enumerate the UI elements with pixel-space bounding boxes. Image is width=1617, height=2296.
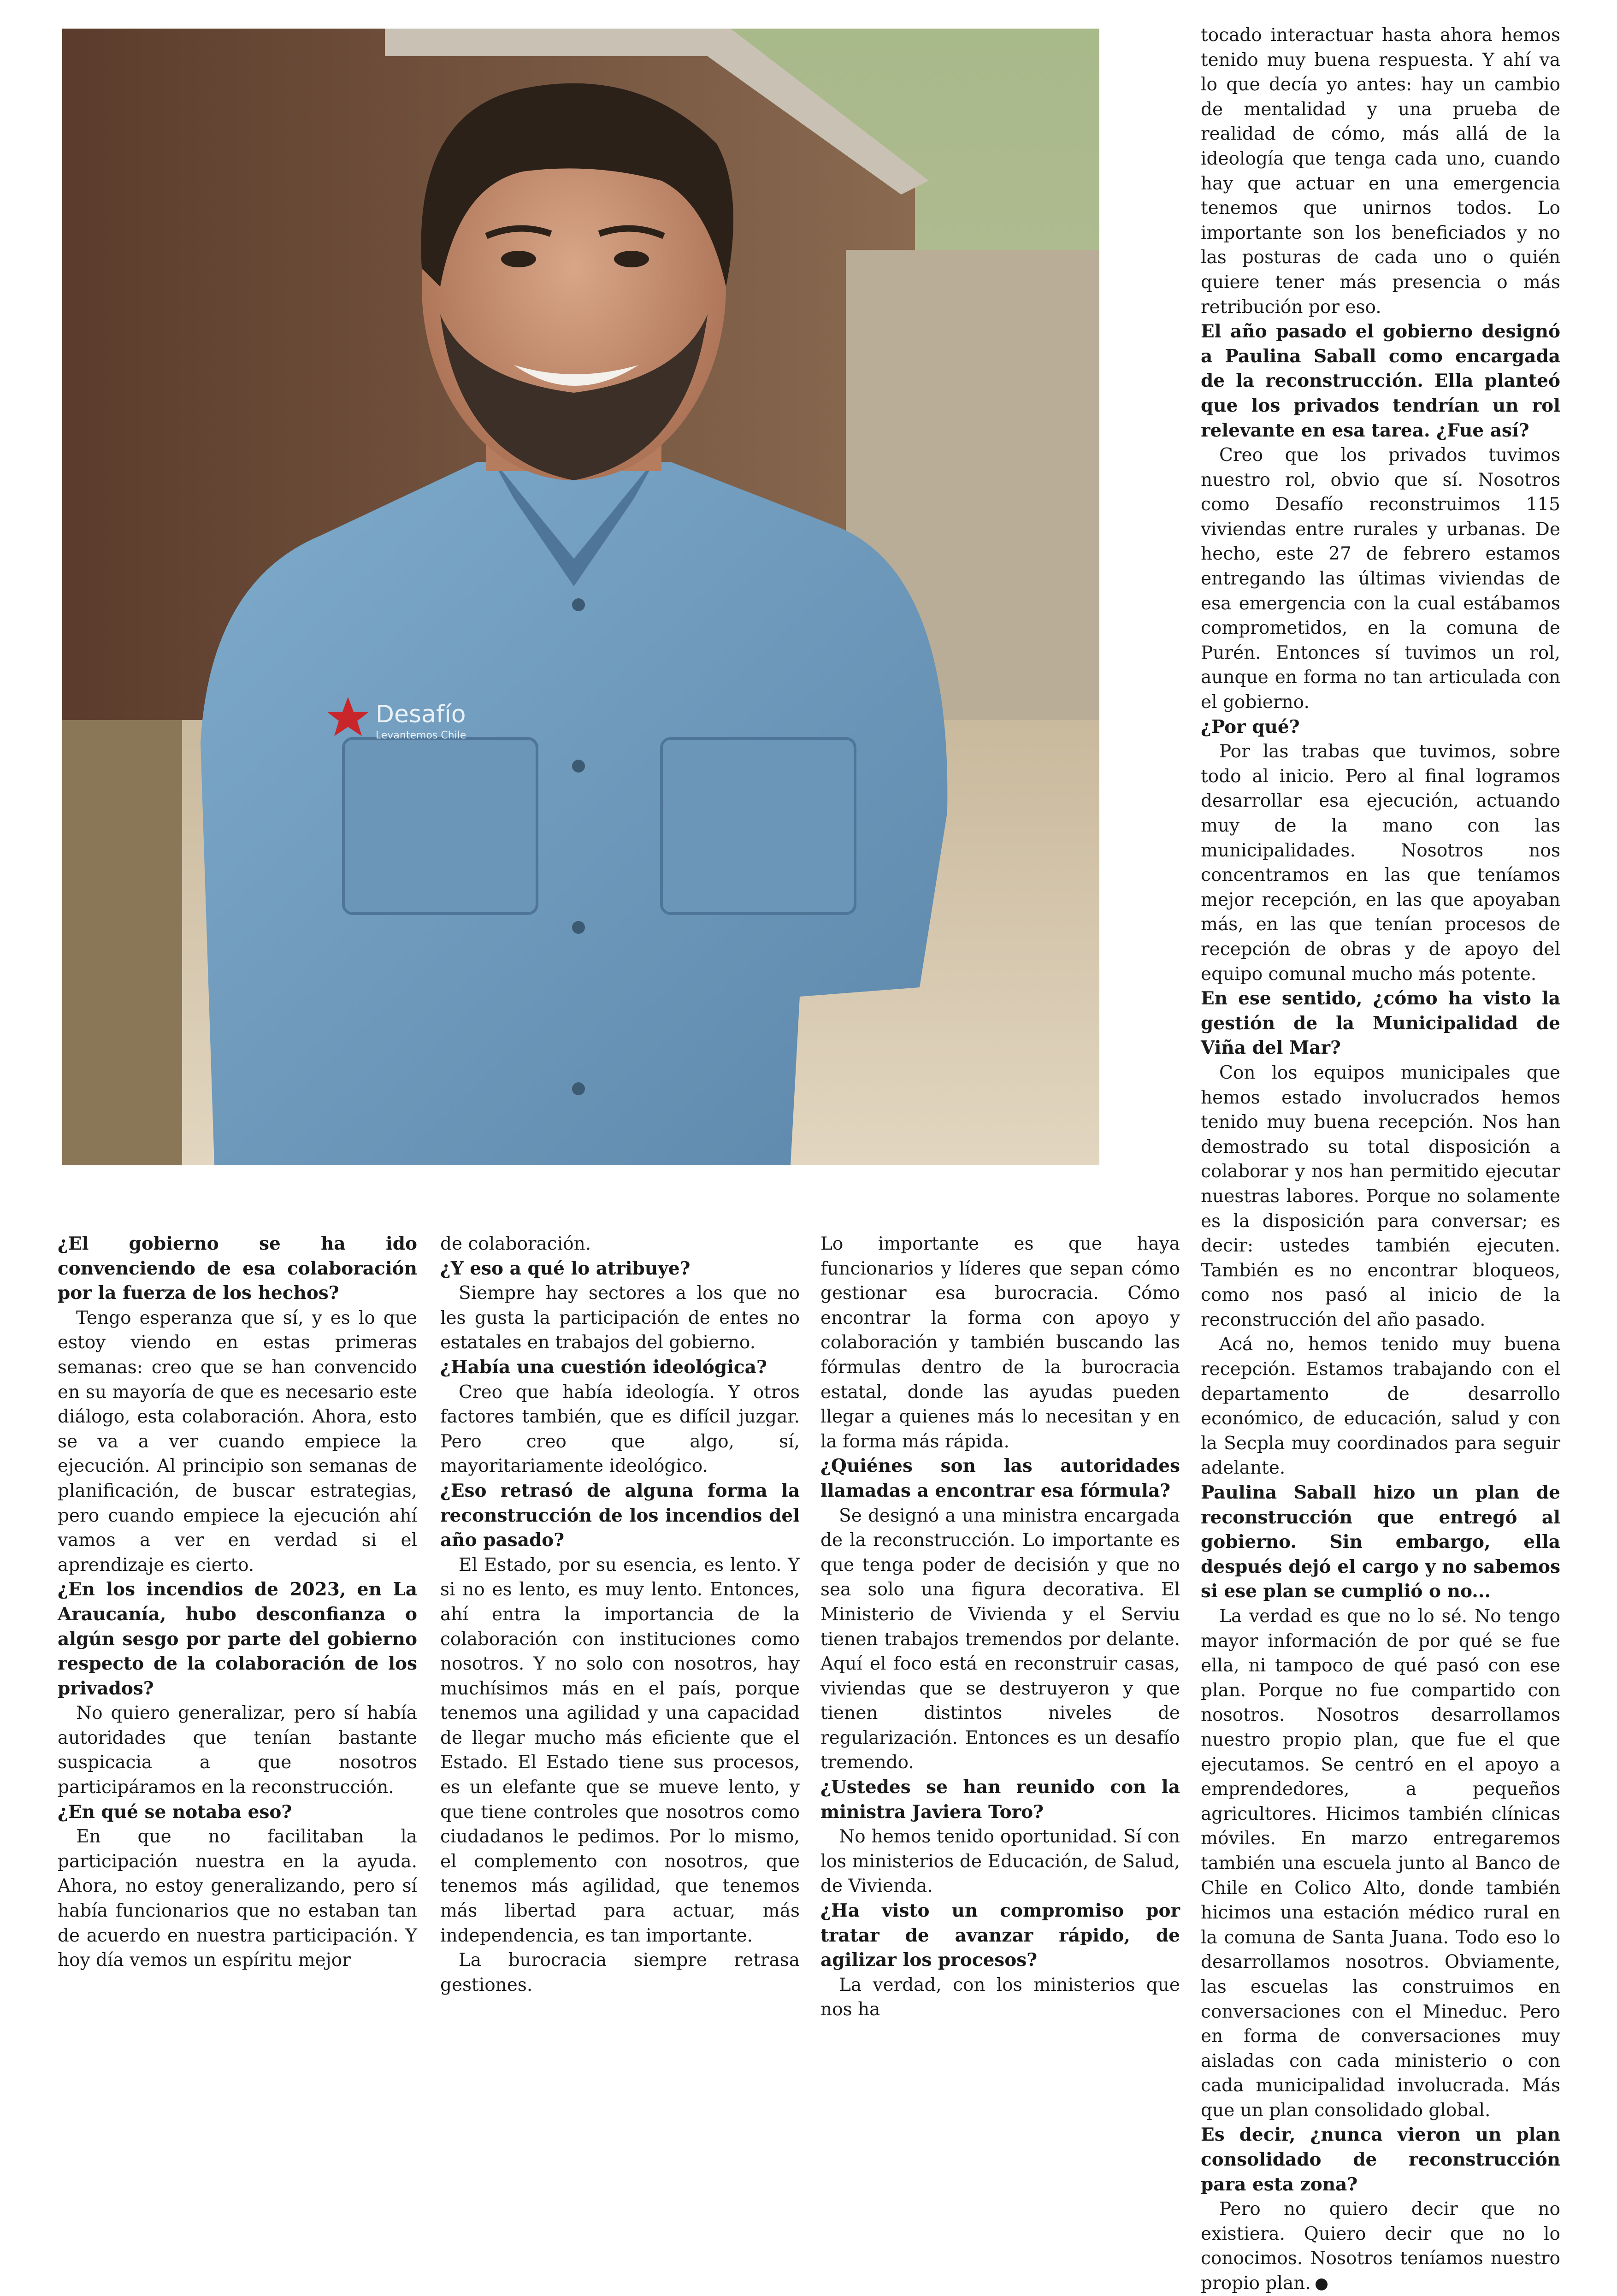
portrait-illustration <box>62 29 1099 1165</box>
interview-answer: Por las trabas que tuvimos, sobre todo al inicio. Pero al final logramos desarrollar esa ejecución, actuando muy de la mano con las municipalidades. Nosotros nos concentramos en las que teníamos mejor recepción, en las que apoyaban más, en las que tenían procesos de recepción de obras y de apoyo del equipo comunal mucho más potente. <box>1201 741 1560 985</box>
interview-question: ¿Ha visto un compromiso por tratar de avanzar rápido, de agilizar los procesos? <box>820 1900 1180 1971</box>
interview-question: ¿Eso retrasó de alguna forma la reconstrucción de los incendios del año pasado? <box>440 1480 800 1551</box>
interview-answer: Tengo esperanza que sí, y es lo que estoy viendo en estas primeras semanas: creo que se han convencido en su mayoría de que es necesario este diálogo, esta colaboración. Ahora, esto se va a ver cuando empiece la ejecución. Al principio son semanas de planificación, de buscar estrategias, pero cuando empiece la ejecución ahí vamos a ver en verdad si el aprendizaje es cierto. <box>58 1307 417 1576</box>
interview-answer: La burocracia siempre retrasa gestiones. <box>440 1950 800 1995</box>
interview-answer: No hemos tenido oportunidad. Sí con los ministerios de Educación, de Salud, de Vivienda. <box>820 1826 1180 1897</box>
article-column-1 <box>58 1232 417 1973</box>
interview-answer: Lo importante es que haya funcionarios y líderes que sepan cómo gestionar esa burocracia. Cómo encontrar la forma con apoyo y colaboración y también buscando las fórmulas dentro de la burocracia estatal, donde las ayudas pueden llegar a quienes más lo necesitan y en la forma más rápida. <box>820 1234 1180 1452</box>
interview-answer: En que no facilitaban la participación nuestra en la ayuda. Ahora, no estoy generalizando, pero sí había funcionarios que no estaban tan de acuerdo en nuestra participación. Y hoy día vemos un espíritu mejor <box>58 1826 417 1971</box>
interview-question: ¿El gobierno se ha ido convenciendo de esa colaboración por la fuerza de los hechos? <box>58 1233 417 1304</box>
interview-answer: La verdad es que no lo sé. No tengo mayor información de por qué se fue ella, ni tampoco de qué pasó con ese plan. Porque no fue compartido con nosotros. Nosotros desarrollamos nuestro propio plan, que fue el que ejecutamos. Se centró en el apoyo a emprendedores, a pequeños agricultores. Hicimos también clínicas móviles. En marzo entregaremos también una escuela junto al Banco de Chile en Colico Alto, donde también hicimos una estación médico rural en la comuna de Santa Juana. Todo eso lo desarrollamos nosotros. Obviamente, las escuelas las construimos en conversaciones con el Mineduc. Pero en forma de conversaciones muy aisladas con cada ministerio o con cada municipalidad involucrada. Más que un plan consolidado global. <box>1201 1606 1560 2121</box>
interview-answer: Creo que había ideología. Y otros factores también, que es difícil juzgar. Pero creo que algo, sí, mayoritariamente ideológico. <box>440 1381 800 1477</box>
interview-question: ¿En los incendios de 2023, en La Araucanía, hubo desconfianza o algún sesgo por parte del gobierno respecto de la colaboración de los privados? <box>58 1579 417 1699</box>
interview-question: ¿Ustedes se han reunido con la ministra Javiera Toro? <box>820 1777 1180 1823</box>
shirt-logo-subtext: Levantemos Chile <box>376 730 466 741</box>
interview-answer: Creo que los privados tuvimos nuestro rol, obvio que sí. Nosotros como Desafío reconstruimos 115 viviendas entre rurales y urbanas. De hecho, este 27 de febrero estamos entregando las últimas viviendas de esa emergencia con la cual estábamos comprometidos, en la comuna de Purén. Entonces sí tuvimos un rol, aunque en forma no tan articulada con el gobierno. <box>1201 445 1560 713</box>
interview-answer: Con los equipos municipales que hemos estado involucrados hemos tenido muy buena recepción. Nos han demostrado su total disposición a colaborar y nos han permitido ejecutar nuestras labores. Porque no solamente es la disposición para conversar; es decir: ustedes también ejecuten. También es no encontrar bloqueos, como nos pasó al inicio de la reconstrucción del año pasado. <box>1201 1062 1560 1330</box>
interview-question: ¿Por qué? <box>1201 716 1300 738</box>
shirt-logo-text: Desafío <box>376 701 466 728</box>
interview-answer: El Estado, por su esencia, es lento. Y si no es lento, es muy lento. Entonces, ahí entra la importancia de la colaboración con instituciones como nosotros. Y no solo con nosotros, hay muchísimos más en el país, porque tenemos una agilidad y una capacidad de llegar mucho más eficiente que el Estado. El Estado tiene sus procesos, es un elefante que se mueve lento, y que tiene controles que nosotros como ciudadanos le pedimos. Por lo mismo, el complemento con nosotros, que tenemos más agilidad, que tenemos más libertad para actuar, más independencia, es tan importante. <box>440 1554 800 1946</box>
interview-question: ¿Quiénes son las autoridades llamadas a encontrar esa fórmula? <box>820 1455 1180 1501</box>
interview-answer: de colaboración. <box>440 1234 591 1254</box>
interview-question: En ese sentido, ¿cómo ha visto la gestión de la Municipalidad de Viña del Mar? <box>1201 988 1560 1059</box>
article-column-4 <box>1201 23 1560 2296</box>
interview-answer: Pero no quiero decir que no existiera. Quiero decir que no lo conocimos. Nosotros teníamos nuestro propio plan. D <box>1201 2199 1560 2294</box>
interview-question: Paulina Saball hizo un plan de reconstrucción que entregó al gobierno. Sin embargo, ella después dejó el cargo y no sabemos si ese plan se cumplió o no... <box>1201 1482 1560 1602</box>
interview-question: ¿Había una cuestión ideológica? <box>440 1356 767 1378</box>
interview-answer: Se designó a una ministra encargada de la reconstrucción. Lo importante es que tenga poder de decisión y que no sea solo una figura decorativa. El Ministerio de Vivienda y el Serviu tienen trabajos tremendos por delante. Aquí el foco está en reconstruir casas, viviendas que se destruyeron y que tienen distintos niveles de regularización. Entonces es un desafío tremendo. <box>820 1505 1180 1773</box>
article-column-2 <box>440 1232 800 1997</box>
interview-answer: Siempre hay sectores a los que no les gusta la participación de entes no estatales en trabajos del gobierno. <box>440 1283 800 1353</box>
interview-answer: No quiero generalizar, pero sí había autoridades que tenían bastante suspicacia a que nosotros participáramos en la reconstrucción. <box>58 1703 417 1798</box>
interview-question: El año pasado el gobierno designó a Paulina Saball como encargada de la reconstrucción. Ella planteó que los privados tendrían un rol relevante en esa tarea. ¿Fue así? <box>1201 321 1560 441</box>
interview-question: ¿En qué se notaba eso? <box>58 1801 292 1823</box>
portrait-photo <box>62 29 1099 1165</box>
article-column-3 <box>820 1232 1180 2022</box>
interview-answer: tocado interactuar hasta ahora hemos tenido muy buena respuesta. Y ahí va lo que decía yo antes: hay un cambio de mentalidad y una prueba de realidad de cómo, más allá de la ideología que tenga cada uno, cuando hay que actuar en una emergencia tenemos que unirnos todos. Lo importante son los beneficiados y no las posturas de cada uno o quién quiere tener más presencia o más retribución por eso. <box>1201 25 1560 318</box>
end-of-article-mark: D <box>1316 2278 1328 2290</box>
interview-answer: Acá no, hemos tenido muy buena recepción. Estamos trabajando con el departamento de desarrollo económico, de educación, salud y con la Secpla muy coordinados para seguir adelante. <box>1201 1334 1560 1479</box>
interview-answer: La verdad, con los ministerios que nos ha <box>820 1974 1180 2020</box>
interview-question: Es decir, ¿nunca vieron un plan consolidado de reconstrucción para esta zona? <box>1201 2124 1560 2195</box>
interview-question: ¿Y eso a qué lo atribuye? <box>440 1257 690 1279</box>
